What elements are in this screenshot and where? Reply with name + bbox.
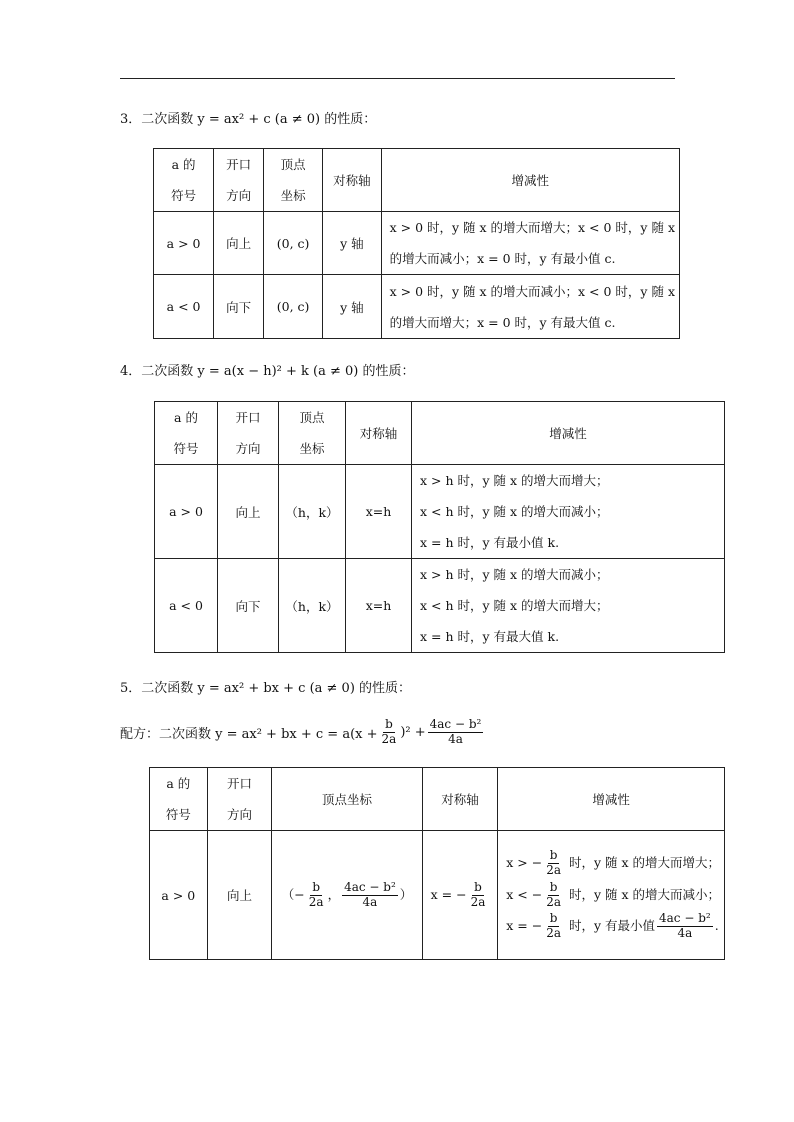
fraction-4ac-b2-over-4a: $\frac{\text{4ac − b²}}{4a}$ xyxy=(429,717,482,746)
fraction-b-over-2a: $\frac{b}{2a}$ xyxy=(381,717,397,746)
cell-sign: a > 0 xyxy=(150,831,208,960)
header-axis: 对称轴 xyxy=(422,768,497,831)
table-header-row xyxy=(155,402,725,465)
section3-table xyxy=(153,148,680,339)
table-row xyxy=(154,212,680,275)
table-row xyxy=(155,559,725,653)
header-axis: 对称轴 xyxy=(346,402,412,465)
header-sign: a 的 符号 xyxy=(154,149,214,212)
cell-axis: x=h xyxy=(346,559,412,653)
completing-square-formula xyxy=(120,718,485,747)
table-header-row xyxy=(154,149,680,212)
header-dir: 开口 方向 xyxy=(214,149,264,212)
header-monotonic: 增减性 xyxy=(498,768,725,831)
cell-dir: 向下 xyxy=(218,559,279,653)
cell-vertex: (0, c) xyxy=(264,212,323,275)
section4-heading: 4．二次函数 y = a(x − h)² + k (a ≠ 0) 的性质： xyxy=(120,364,415,379)
cell-monotonic: x > h 时，y 随 x 的增大而减小； x < h 时，y 随 x 的增大而增大； x = h 时，y 有最大值 k. xyxy=(412,559,725,653)
cell-axis: x=h xyxy=(346,465,412,559)
cell-monotonic: x > h 时，y 随 x 的增大而增大； x < h 时，y 随 x 的增大而减小； x = h 时，y 有最小值 k. xyxy=(412,465,725,559)
header-vertex: 顶点 坐标 xyxy=(279,402,346,465)
section5-heading: 5．二次函数 y = ax² + bx + c (a ≠ 0) 的性质： xyxy=(120,681,412,696)
table-header-row xyxy=(150,768,725,831)
section3-heading: 3．二次函数 y = ax² + c (a ≠ 0) 的性质： xyxy=(120,112,377,127)
formula-mid: )² + xyxy=(400,724,426,740)
table-row xyxy=(155,465,725,559)
cell-vertex: (0, c) xyxy=(264,275,323,339)
header-sign: a 的 符号 xyxy=(155,402,218,465)
table-row xyxy=(154,275,680,339)
cell-sign: a > 0 xyxy=(155,465,218,559)
cell-monotonic: x > − $\frac{b}{2a}$ 时，y 随 x 的增大而增大； x < − $\frac{b}{2a}$ 时，y 随 x 的增大而减小； x = − $\frac{b}{2a}$ 时，y 有最小值 $\frac{\text{4ac − b²}}{4a}$ . xyxy=(498,831,725,960)
cell-dir: 向上 xyxy=(214,212,264,275)
header-dir: 开口 方向 xyxy=(207,768,272,831)
header-rule xyxy=(120,78,675,79)
cell-dir: 向下 xyxy=(214,275,264,339)
section4-table xyxy=(154,401,725,653)
header-dir: 开口 方向 xyxy=(218,402,279,465)
header-vertex: 顶点坐标 xyxy=(272,768,423,831)
cell-sign: a < 0 xyxy=(155,559,218,653)
cell-monotonic: x > 0 时，y 随 x 的增大而减小；x < 0 时，y 随 x 的增大而增大；x = 0 时，y 有最大值 c. xyxy=(381,275,679,339)
cell-vertex: （− $\frac{b}{2a}$ ， $\frac{\text{4ac − b²}}{4a}$ ） xyxy=(272,831,423,960)
cell-dir: 向上 xyxy=(207,831,272,960)
header-monotonic: 增减性 xyxy=(412,402,725,465)
header-axis: 对称轴 xyxy=(323,149,381,212)
cell-axis: y 轴 xyxy=(323,275,381,339)
cell-sign: a < 0 xyxy=(154,275,214,339)
table-row xyxy=(150,831,725,960)
header-monotonic: 增减性 xyxy=(381,149,679,212)
cell-vertex: （h，k） xyxy=(279,559,346,653)
cell-vertex: （h，k） xyxy=(279,465,346,559)
cell-monotonic: x > 0 时，y 随 x 的增大而增大；x < 0 时，y 随 x 的增大而减小；x = 0 时，y 有最小值 c. xyxy=(381,212,679,275)
formula-prefix: 配方：二次函数 y = ax² + bx + c = a(x + xyxy=(120,726,378,742)
cell-axis: x = − $\frac{b}{2a}$ xyxy=(422,831,497,960)
cell-sign: a > 0 xyxy=(154,212,214,275)
section5-table xyxy=(149,767,725,960)
header-sign: a 的 符号 xyxy=(150,768,208,831)
header-vertex: 顶点 坐标 xyxy=(264,149,323,212)
cell-axis: y 轴 xyxy=(323,212,381,275)
cell-dir: 向上 xyxy=(218,465,279,559)
